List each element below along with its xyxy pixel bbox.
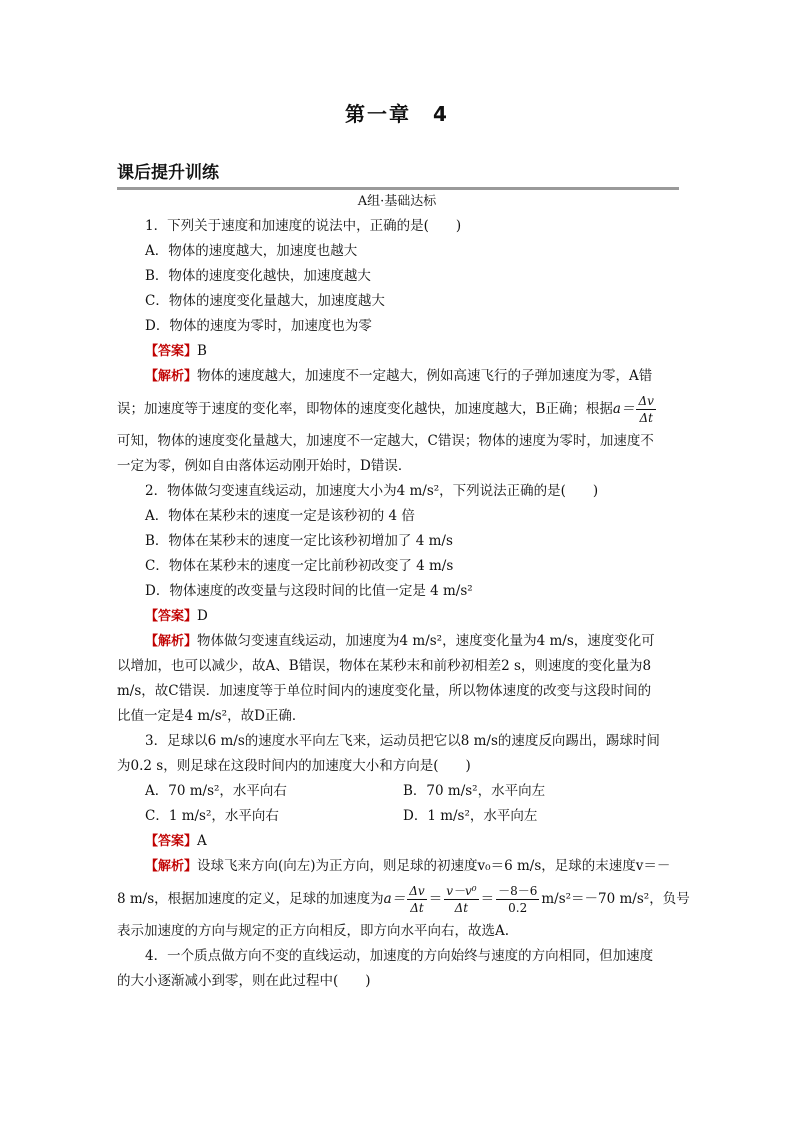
q1-analysis-line-2 xyxy=(117,389,679,429)
answer-value: A xyxy=(197,833,207,849)
analysis-text: 物体做匀变速直线运动，加速度为4 m/s²，速度变化量为4 m/s，速度变化可 xyxy=(197,633,655,649)
q2-analysis-line-4: 比值一定是4 m/s²，故D正确． xyxy=(117,708,306,724)
answer-value: B xyxy=(197,343,207,359)
formula-equals: ＝ xyxy=(428,890,443,907)
answer-tag: 【答案】 xyxy=(145,834,198,849)
q2-option-c: C．物体在某秒末的速度一定比前秒初改变了 4 m/s xyxy=(145,558,454,574)
q3-answer xyxy=(117,829,679,854)
q2-option-a: A．物体在某秒末的速度一定是该秒初的 4 倍 xyxy=(145,508,415,524)
q4-stem-line-2: 的大小逐渐减小到零，则在此过程中( ) xyxy=(117,973,371,989)
analysis-tag: 【解析】 xyxy=(145,859,198,874)
formula-denominator: Δt xyxy=(454,900,469,915)
analysis-text: 误；加速度等于速度的变化率，即物体的速度变化越快，加速度越大，B正确；根据 xyxy=(117,400,613,417)
formula-denominator: 0.2 xyxy=(508,900,528,915)
formula-equals: ＝ xyxy=(480,890,495,907)
q3-analysis-line-3: 表示加速度的方向与规定的正方向相反，即方向水平向右，故选A. xyxy=(117,923,510,939)
q3-option-d: D．1 m/s²，水平向左 xyxy=(403,808,538,824)
q2-option-d: D．物体速度的改变量与这段时间的比值一定是 4 m/s² xyxy=(145,583,473,599)
answer-tag: 【答案】 xyxy=(145,609,198,624)
q3-option-b: B．70 m/s²，水平向左 xyxy=(403,783,546,799)
answer-value: D xyxy=(197,608,208,624)
q1-option-b: B．物体的速度变化越快，加速度越大 xyxy=(145,268,371,284)
q3-analysis-line-1 xyxy=(117,854,679,879)
formula-lhs: a＝ xyxy=(383,890,406,907)
question-content xyxy=(117,214,690,994)
formula-fraction-3 xyxy=(496,883,539,916)
q3-stem-line-2: 为0.2 s，则足球在这段时间内的加速度大小和方向是( ) xyxy=(117,758,471,774)
formula-numerator: －8－6 xyxy=(498,883,538,898)
q3-option-c: C．1 m/s²，水平向右 xyxy=(145,808,279,824)
analysis-tag: 【解析】 xyxy=(145,369,198,384)
formula-numerator: Δv xyxy=(638,393,654,408)
formula-fraction-1 xyxy=(407,883,426,916)
q1-option-c: C．物体的速度变化量越大，加速度越大 xyxy=(145,293,385,309)
q3-stem-line-1: 3．足球以6 m/s的速度水平向左飞来，运动员把它以8 m/s的速度反向踢出，踢球时间 xyxy=(145,733,660,749)
q1-option-a: A．物体的速度越大，加速度也越大 xyxy=(145,243,358,259)
formula-denominator: Δt xyxy=(410,900,424,915)
q3-options-row-2 xyxy=(117,804,679,829)
q3-analysis-line-2 xyxy=(117,879,690,919)
analysis-text: 8 m/s，根据加速度的定义，足球的加速度为 xyxy=(117,890,384,907)
q2-answer xyxy=(117,604,679,629)
analysis-tag: 【解析】 xyxy=(145,634,198,649)
q2-analysis-line-1 xyxy=(117,629,679,654)
analysis-text: 设球飞来方向(向左)为正方向，则足球的初速度v₀＝6 m/s，足球的末速度v＝－ xyxy=(197,858,671,874)
formula-numerator: v－v⁰ xyxy=(446,883,477,898)
q2-stem: 2．物体做匀变速直线运动，加速度大小为4 m/s²，下列说法正确的是( ) xyxy=(145,483,599,499)
q1-option-d: D．物体的速度为零时，加速度也为零 xyxy=(145,318,372,334)
formula-numerator: Δv xyxy=(409,883,425,898)
q2-analysis-line-3: m/s，故C错误．加速度等于单位时间内的速度变化量，所以物体速度的改变与这段时间的 xyxy=(117,683,652,699)
q2-option-b: B．物体在某秒末的速度一定比该秒初增加了 4 m/s xyxy=(145,533,453,549)
q3-option-a: A．70 m/s²，水平向右 xyxy=(145,783,287,799)
q1-answer xyxy=(117,339,679,364)
chapter-title: 第一章 4 xyxy=(345,102,449,126)
q1-analysis-line-1 xyxy=(117,364,679,389)
formula-fraction xyxy=(636,393,655,426)
formula-lhs: a＝ xyxy=(612,400,635,417)
q1-analysis-line-4: 一定为零，例如自由落体运动刚开始时，D错误． xyxy=(117,458,412,474)
q1-stem: 1．下列关于速度和加速度的说法中，正确的是( ) xyxy=(145,218,462,234)
answer-tag: 【答案】 xyxy=(145,344,198,359)
q3-options-row-1 xyxy=(117,779,679,804)
q2-analysis-line-2: 以增加，也可以减少，故A、B错误，物体在某秒末和前秒初相差2 s，则速度的变化量为8 xyxy=(117,658,652,674)
section-heading: 课后提升训练 xyxy=(117,158,679,190)
analysis-text: m/s²＝－70 m/s²，负号 xyxy=(541,890,690,907)
group-heading: A组·基础达标 xyxy=(357,194,437,209)
formula-denominator: Δt xyxy=(639,410,653,425)
q4-stem-line-1: 4．一个质点做方向不变的直线运动，加速度的方向始终与速度的方向相同，但加速度 xyxy=(145,948,654,964)
formula-fraction-2 xyxy=(444,883,478,916)
q1-analysis-line-3: 可知，物体的速度变化量越大，加速度不一定越大，C错误；物体的速度为零时，加速度不 xyxy=(117,433,654,449)
analysis-text: 物体的速度越大，加速度不一定越大，例如高速飞行的子弹加速度为零，A错 xyxy=(197,368,653,384)
